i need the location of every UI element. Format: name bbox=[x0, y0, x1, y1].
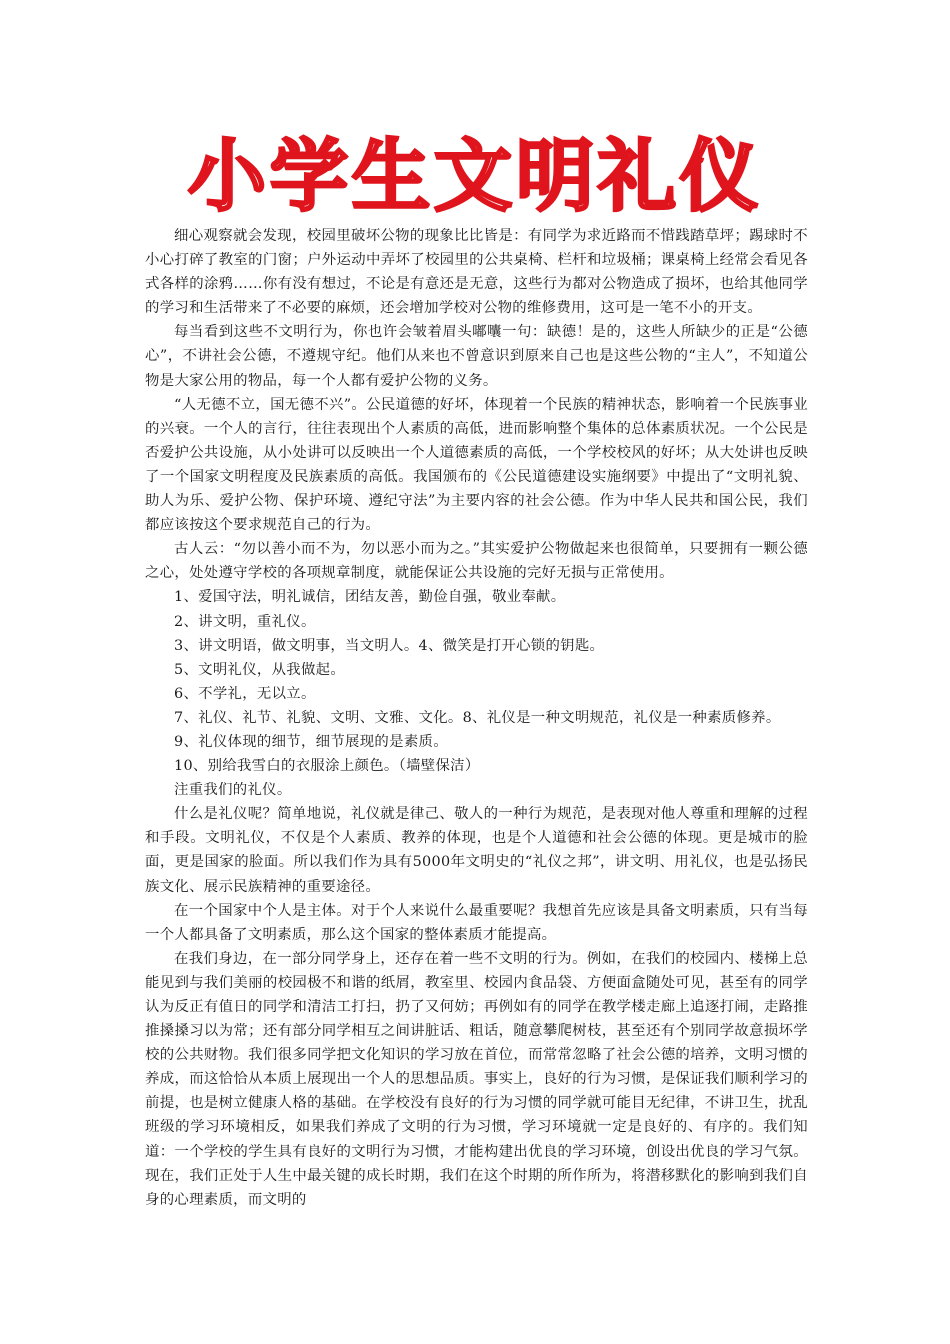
paragraph: 注重我们的礼仪。 bbox=[174, 782, 292, 799]
list-item: 6、不学礼，无以立。 bbox=[174, 685, 316, 702]
paragraph: 什么是礼仪呢？简单地说，礼仪就是律己、敬人的一种行为规范，是表现对他人尊重和理解的过程和手段。文明礼仪，不仅是个人素质、教养的体现，也是个人道德和社会公德的体现。更是城市的脸面，更是国家的脸面。所以我们作为具有5000年文明史的“礼仪之邦”，讲文明、用礼仪，也是弘扬民族文化、展示民族精神的重要途径。 bbox=[145, 806, 808, 895]
paragraph: “人无德不立，国无德不兴”。公民道德的好坏，体现着一个民族的精神状态，影响着一个民族事业的兴衰。一个人的言行，往往表现出个人素质的高低，进而影响整个集体的总体素质状况。一个公民是否爱护公共设施，从小处讲可以反映出一个人道德素质的高低，一个学校校风的好坏；从大处讲也反映了一个国家文明程度及民族素质的高低。我国颁布的《公民道德建设实施纲要》中提出了“文明礼貌、助人为乐、爱护公物、保护环境、遵纪守法”为主要内容的社会公德。作为中华人民共和国公民，我们都应该按这个要求规范自己的行为。 bbox=[145, 396, 808, 534]
paragraph: 在一个国家中个人是主体。对于个人来说什么最重要呢？我想首先应该是具备文明素质，只有当每一个人都具备了文明素质，那么这个国家的整体素质才能提高。 bbox=[145, 902, 808, 943]
paragraph: 每当看到这些不文明行为，你也许会皱着眉头嘟囔一句：缺德！是的，这些人所缺少的正是“公德心”，不讲社会公德，不遵规守纪。他们从来也不曾意识到原来自己也是这些公物的“主人”，不知道公物是大家公用的物品，每一个人都有爱护公物的义务。 bbox=[145, 324, 808, 389]
list-item: 5、文明礼仪，从我做起。 bbox=[174, 661, 346, 678]
paragraph: 在我们身边，在一部分同学身上，还存在着一些不文明的行为。例如，在我们的校园内、楼梯上总能见到与我们美丽的校园极不和谐的纸屑，教室里、校园内食品袋、方便面盒随处可见，甚至有的同学认为反正有值日的同学和清洁工打扫，扔了又何妨；再例如有的同学在教学楼走廊上追逐打闹，走路推推搡搡习以为常；还有部分同学相互之间讲脏话、粗话，随意攀爬树枝，甚至还有个别同学故意损坏学校的公共财物。我们很多同学把文化知识的学习放在首位，而常常忽略了社会公德的培养，文明习惯的养成，而这恰恰从本质上展现出一个人的思想品质。事实上，良好的行为习惯，是保证我们顺利学习的前提，也是树立健康人格的基础。在学校没有良好的行为习惯的同学就可能目无纪律，不讲卫生，扰乱班级的学习环境相反，如果我们养成了文明的行为习惯，学习环境就一定是良好的、有序的。我们知道：一个学校的学生具有良好的文明行为习惯，才能构建出优良的学习环境，创设出优良的学习气氛。现在，我们正处于人生中最关键的成长时期，我们在这个时期的所作所为，将潜移默化的影响到我们自身的心理素质，而文明的 bbox=[145, 950, 808, 1208]
list-item: 1、爱国守法，明礼诚信，团结友善，勤俭自强，敬业奉献。 bbox=[174, 589, 566, 606]
document-body bbox=[145, 224, 808, 1212]
list-item: 10、别给我雪白的衣服涂上颜色。（墙壁保洁） bbox=[174, 758, 480, 775]
list-item: 9、礼仪体现的细节，细节展现的是素质。 bbox=[174, 733, 448, 750]
paragraph: 细心观察就会发现，校园里破坏公物的现象比比皆是：有同学为求近路而不惜践踏草坪；踢球时不小心打碎了教室的门窗；户外运动中弄坏了校园里的公共桌椅、栏杆和垃圾桶；课桌椅上经常会看见各式各样的涂鸦……你有没有想过，不论是有意还是无意，这些行为都对公物造成了损坏，也给其他同学的学习和生活带来了不必要的麻烦，还会增加学校对公物的维修费用，这可是一笔不小的开支。 bbox=[145, 228, 808, 317]
list-item: 2、讲文明，重礼仪。 bbox=[174, 613, 316, 630]
list-item: 7、礼仪、礼节、礼貌、文明、文雅、文化。8、礼仪是一种文明规范，礼仪是一种素质修养。 bbox=[174, 709, 781, 726]
document-title: 小学生文明礼仪 bbox=[187, 132, 762, 222]
list-item: 3、讲文明语，做文明事，当文明人。4、微笑是打开心锁的钥匙。 bbox=[174, 637, 605, 654]
paragraph: 古人云：“勿以善小而不为，勿以恶小而为之。”其实爱护公物做起来也很简单，只要拥有一颗公德之心，处处遵守学校的各项规章制度，就能保证公共设施的完好无损与正常使用。 bbox=[145, 541, 808, 582]
